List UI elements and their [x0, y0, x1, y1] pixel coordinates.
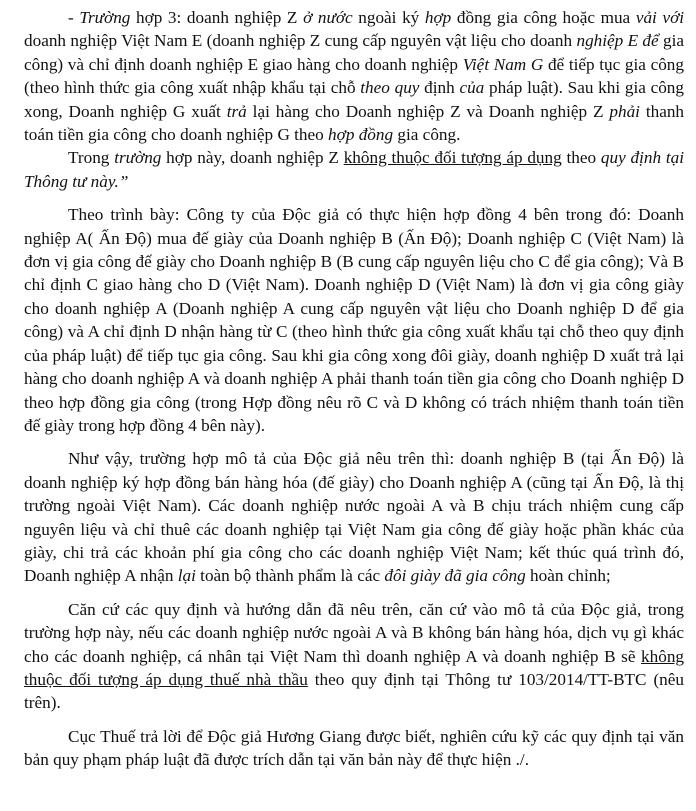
text-run: Cục Thuế trả lời để Độc giả Hương Giang được biết, nghiên cứu kỹ các quy định tại văn bản quy phạm pháp luật đã được trích dẫn tại văn bản này để thực hiện ./.	[24, 726, 684, 770]
text-run: ngoài ký	[352, 8, 425, 27]
italic-text: của	[459, 78, 485, 98]
italic-text: trường	[114, 148, 162, 168]
italic-text: vải	[635, 8, 657, 27]
italic-text: Trường	[79, 8, 131, 27]
text-run: -	[68, 8, 80, 27]
underlined-text: không thuộc đối tượng áp dụng thuế nhà thầu	[24, 646, 684, 689]
italic-text: với	[662, 8, 685, 27]
text-run: pháp luật). Sau khi gia công xong, Doanh nghiệp G xuất	[24, 78, 684, 121]
italic-text: lại	[177, 566, 196, 586]
text-run: hoàn chỉnh;	[525, 566, 611, 586]
italic-text: Việt Nam G	[462, 54, 544, 74]
text-run: hợp này, doanh nghiệp Z	[161, 148, 344, 168]
text-run: gia công) và chỉ định doanh nghiệp E giao hàng cho doanh nghiệp	[24, 31, 684, 74]
paragraph-can-cu	[24, 598, 684, 715]
text-run: để tiếp tục gia công (theo hình thức gia công xuất nhập khẩu tại chỗ	[24, 54, 684, 98]
italic-text: hợp	[424, 8, 452, 27]
paragraph-truong-hop-3	[24, 6, 684, 146]
italic-text: nghiệp E để	[576, 31, 659, 51]
underlined-text: không thuộc đối tượng áp dụng	[343, 148, 562, 168]
text-run: hợp 3: doanh nghiệp Z	[130, 8, 304, 27]
text-run: Như vậy, trường hợp mô tả của Độc giả nêu trên thì: doanh nghiệp B (tại Ấn Độ) là doanh nghiệp ký hợp đồng bán hàng hóa (đế giày) cho Doanh nghiệp A (cũng tại Ấn Độ, là thị trường ngoài Việt Nam). Các doanh nghiệp nước ngoài A và B chịu trách nhiệm cung cấp nguyên liệu và chỉ thuê các doanh nghiệp tại Việt Nam gia công đế giày hoặc phần khác của giày, chi trả các khoản phí gia công cho các doanh nghiệp Việt Nam; kết thúc quá trình đó, Doanh nghiệp A nhận	[24, 449, 684, 586]
text-run: Trong	[68, 148, 115, 168]
paragraph-cuc-thue-tra-loi	[24, 725, 684, 772]
text-run: theo quy định tại Thông tư 103/2014/TT-BTC (nêu trên).	[24, 669, 684, 713]
text-run: lại hàng cho Doanh nghiệp Z và Doanh nghiệp Z	[246, 101, 610, 121]
text-run: thanh toán tiền gia công cho doanh nghiệp G theo	[24, 101, 685, 145]
text-run: Theo trình bày: Công ty của Độc giả có thực hiện hợp đồng 4 bên trong đó: Doanh nghiệp A( Ấn Độ) mua đế giày của Doanh nghiệp B (Ấn Độ); Doanh nghiệp C (Việt Nam) là đơn vị gia công đế giày cho Doanh nghiệp B (B cung cấp nguyên liệu cho C để gia công); Và B chỉ định C giao hàng cho D (Việt Nam). Doanh nghiệp D (Việt Nam) là đơn vị gia công giày cho doanh nghiệp A (Doanh nghiệp A cung cấp nguyên vật liệu cho Doanh nghiệp D để gia công) và A chỉ định D nhận hàng từ C (theo hình thức gia công xuất khẩu tại chỗ theo quy định của pháp luật) để tiếp tục gia công. Sau khi gia công xong đôi giày, doanh nghiệp D xuất trả lại hàng cho doanh nghiệp A và doanh nghiệp A phải thanh toán tiền gia công cho Doanh nghiệp D theo hợp đồng gia công (trong Hợp đồng nêu rõ C và D không có trách nhiệm thanh toán tiền đế giày trong hợp đồng 4 bên này).	[24, 205, 684, 435]
text-run: đồng gia công hoặc mua	[451, 8, 636, 27]
italic-text: đôi giày đã gia công	[384, 566, 526, 586]
text-run: định	[419, 78, 460, 98]
italic-text: ở nước	[303, 8, 353, 27]
text-run: Căn cứ các quy định và hướng dẫn đã nêu trên, căn cứ vào mô tả của Độc giả, trong trường hợp này, nếu các doanh nghiệp nước ngoài A và B không bán hàng hóa, dịch vụ gì khác cho các doanh nghiệp, cá nhân tại Việt Nam thì doanh nghiệp A và doanh nghiệp B sẽ	[24, 599, 684, 666]
italic-text: trả	[226, 101, 247, 121]
text-run: gia công.	[393, 125, 461, 145]
italic-text: phải	[609, 101, 640, 121]
paragraph-theo-trinh-bay	[24, 203, 684, 437]
paragraph-nhu-vay	[24, 447, 684, 587]
italic-text: quy định tại Thông tư này.”	[24, 148, 684, 191]
italic-text: theo quy	[360, 78, 420, 98]
text-run: doanh nghiệp Việt Nam E (doanh nghiệp Z cung cấp nguyên vật liệu cho doanh	[24, 31, 577, 51]
paragraph-ket-luan-truong-hop	[24, 146, 684, 193]
italic-text: hợp đồng	[328, 125, 394, 145]
text-run: theo	[561, 148, 601, 168]
text-run: toàn bộ thành phẩm là các	[195, 566, 385, 586]
